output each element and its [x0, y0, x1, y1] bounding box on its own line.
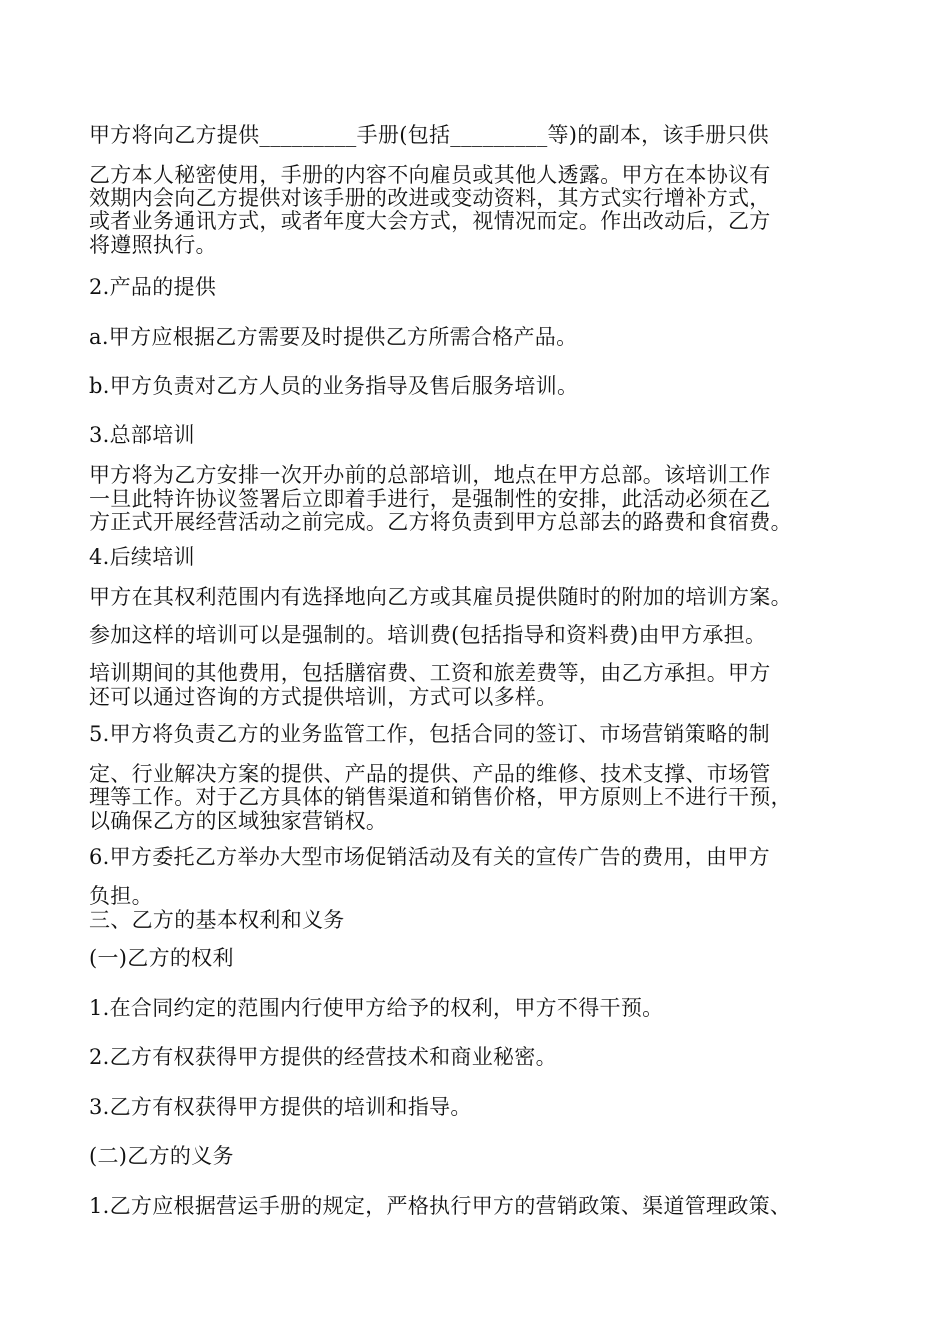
section-heading: 三、乙方的基本权利和义务 — [89, 908, 345, 932]
text-line: 1.在合同约定的范围内行使甲方给予的权利，甲方不得干预。 — [89, 996, 664, 1020]
section-heading: 2.产品的提供 — [89, 275, 217, 299]
text-line: 甲方将向乙方提供_________手册(包括_________等)的副本，该手册只供 — [89, 123, 769, 147]
text-line: 理等工作。对于乙方具体的销售渠道和销售价格，甲方原则上不进行干预， — [89, 785, 792, 809]
text-line: 或者业务通讯方式，或者年度大会方式，视情况而定。作出改动后，乙方 — [89, 209, 771, 233]
text-line: 还可以通过咨询的方式提供培训，方式可以多样。 — [89, 685, 558, 709]
text-line: 参加这样的培训可以是强制的。培训费(包括指导和资料费)由甲方承担。 — [89, 623, 767, 647]
text-line: 负担。 — [89, 884, 153, 908]
text-line: 将遵照执行。 — [89, 233, 217, 257]
text-line: 一旦此特许协议签署后立即着手进行，是强制性的安排，此活动必须在乙 — [89, 487, 771, 511]
section-heading: 4.后续培训 — [89, 545, 195, 569]
subsection-heading: (二)乙方的义务 — [89, 1144, 234, 1168]
text-line: 1.乙方应根据营运手册的规定，严格执行甲方的营销政策、渠道管理政策、 — [89, 1194, 792, 1218]
text-line: 甲方在其权利范围内有选择地向乙方或其雇员提供随时的附加的培训方案。 — [89, 585, 792, 609]
text-line: 甲方将为乙方安排一次开办前的总部培训，地点在甲方总部。该培训工作 — [89, 463, 771, 487]
text-line: 培训期间的其他费用，包括膳宿费、工资和旅差费等，由乙方承担。甲方 — [89, 661, 771, 685]
text-line: 2.乙方有权获得甲方提供的经营技术和商业秘密。 — [89, 1045, 557, 1069]
text-line: 以确保乙方的区域独家营销权。 — [89, 809, 388, 833]
text-line: a.甲方应根据乙方需要及时提供乙方所需合格产品。 — [89, 325, 578, 349]
text-line: 5.甲方将负责乙方的业务监管工作，包括合同的签订、市场营销策略的制 — [89, 722, 770, 746]
text-line: 6.甲方委托乙方举办大型市场促销活动及有关的宣传广告的费用，由甲方 — [89, 845, 770, 869]
text-line: 乙方本人秘密使用，手册的内容不向雇员或其他人透露。甲方在本协议有 — [89, 163, 771, 187]
text-line: 3.乙方有权获得甲方提供的培训和指导。 — [89, 1095, 472, 1119]
text-line: 定、行业解决方案的提供、产品的提供、产品的维修、技术支撑、市场管 — [89, 762, 771, 786]
text-line: b.甲方负责对乙方人员的业务指导及售后服务培训。 — [89, 374, 579, 398]
text-line: 效期内会向乙方提供对该手册的改进或变动资料，其方式实行增补方式， — [89, 186, 771, 210]
subsection-heading: (一)乙方的权利 — [89, 946, 234, 970]
section-heading: 3.总部培训 — [89, 423, 195, 447]
text-line: 方正式开展经营活动之前完成。乙方将负责到甲方总部去的路费和食宿费。 — [89, 510, 792, 534]
